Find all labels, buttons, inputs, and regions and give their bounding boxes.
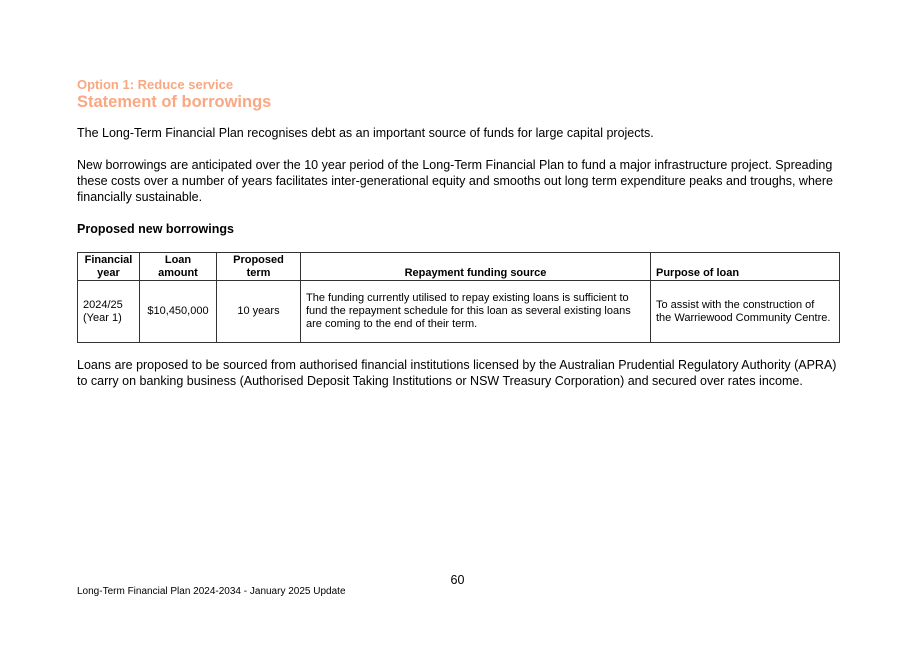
page-number: 60 — [450, 573, 465, 587]
footer-document-title: Long-Term Financial Plan 2024-2034 - January 2025 Update — [77, 586, 346, 597]
intro-paragraph: The Long-Term Financial Plan recognises debt as an important source of funds for large capital projects. — [77, 126, 654, 140]
header-repayment-source: Repayment funding source — [301, 253, 651, 281]
cell-purpose: To assist with the construction of the Warriewood Community Centre. — [651, 281, 840, 343]
section-option-label: Option 1: Reduce service — [77, 77, 234, 92]
header-purpose: Purpose of loan — [651, 253, 840, 281]
header-financial-year: Financial year — [78, 253, 140, 281]
loan-sources-paragraph: Loans are proposed to be sourced from authorised financial institutions licensed by the Australian Prudential Regulatory Authority (APRA) to carry on banking business (Authorised Deposit Taking Institutions or NSW Treasury Corporation) and secured over rates income. — [77, 358, 837, 388]
borrowings-paragraph: New borrowings are anticipated over the 10 year period of the Long-Term Financial Plan to fund a major infrastructure project. Spreading these costs over a number of years facilitates inter-generational equity and smooths out long term expenditure peaks and troughs, where financially sustainable. — [77, 158, 833, 204]
table-header-row — [78, 253, 840, 281]
cell-financial-year: 2024/25 (Year 1) — [78, 281, 140, 343]
cell-proposed-term: 10 years — [217, 281, 301, 343]
table-row — [78, 281, 840, 343]
borrowings-table — [77, 252, 840, 343]
cell-loan-amount: $10,450,000 — [140, 281, 217, 343]
header-proposed-term: Proposed term — [217, 253, 301, 281]
table-title: Proposed new borrowings — [77, 222, 234, 236]
cell-repayment-source: The funding currently utilised to repay existing loans is sufficient to fund the repayment schedule for this loan as several existing loans are coming to the end of their term. — [301, 281, 651, 343]
page-title: Statement of borrowings — [77, 93, 272, 111]
header-loan-amount: Loan amount — [140, 253, 217, 281]
